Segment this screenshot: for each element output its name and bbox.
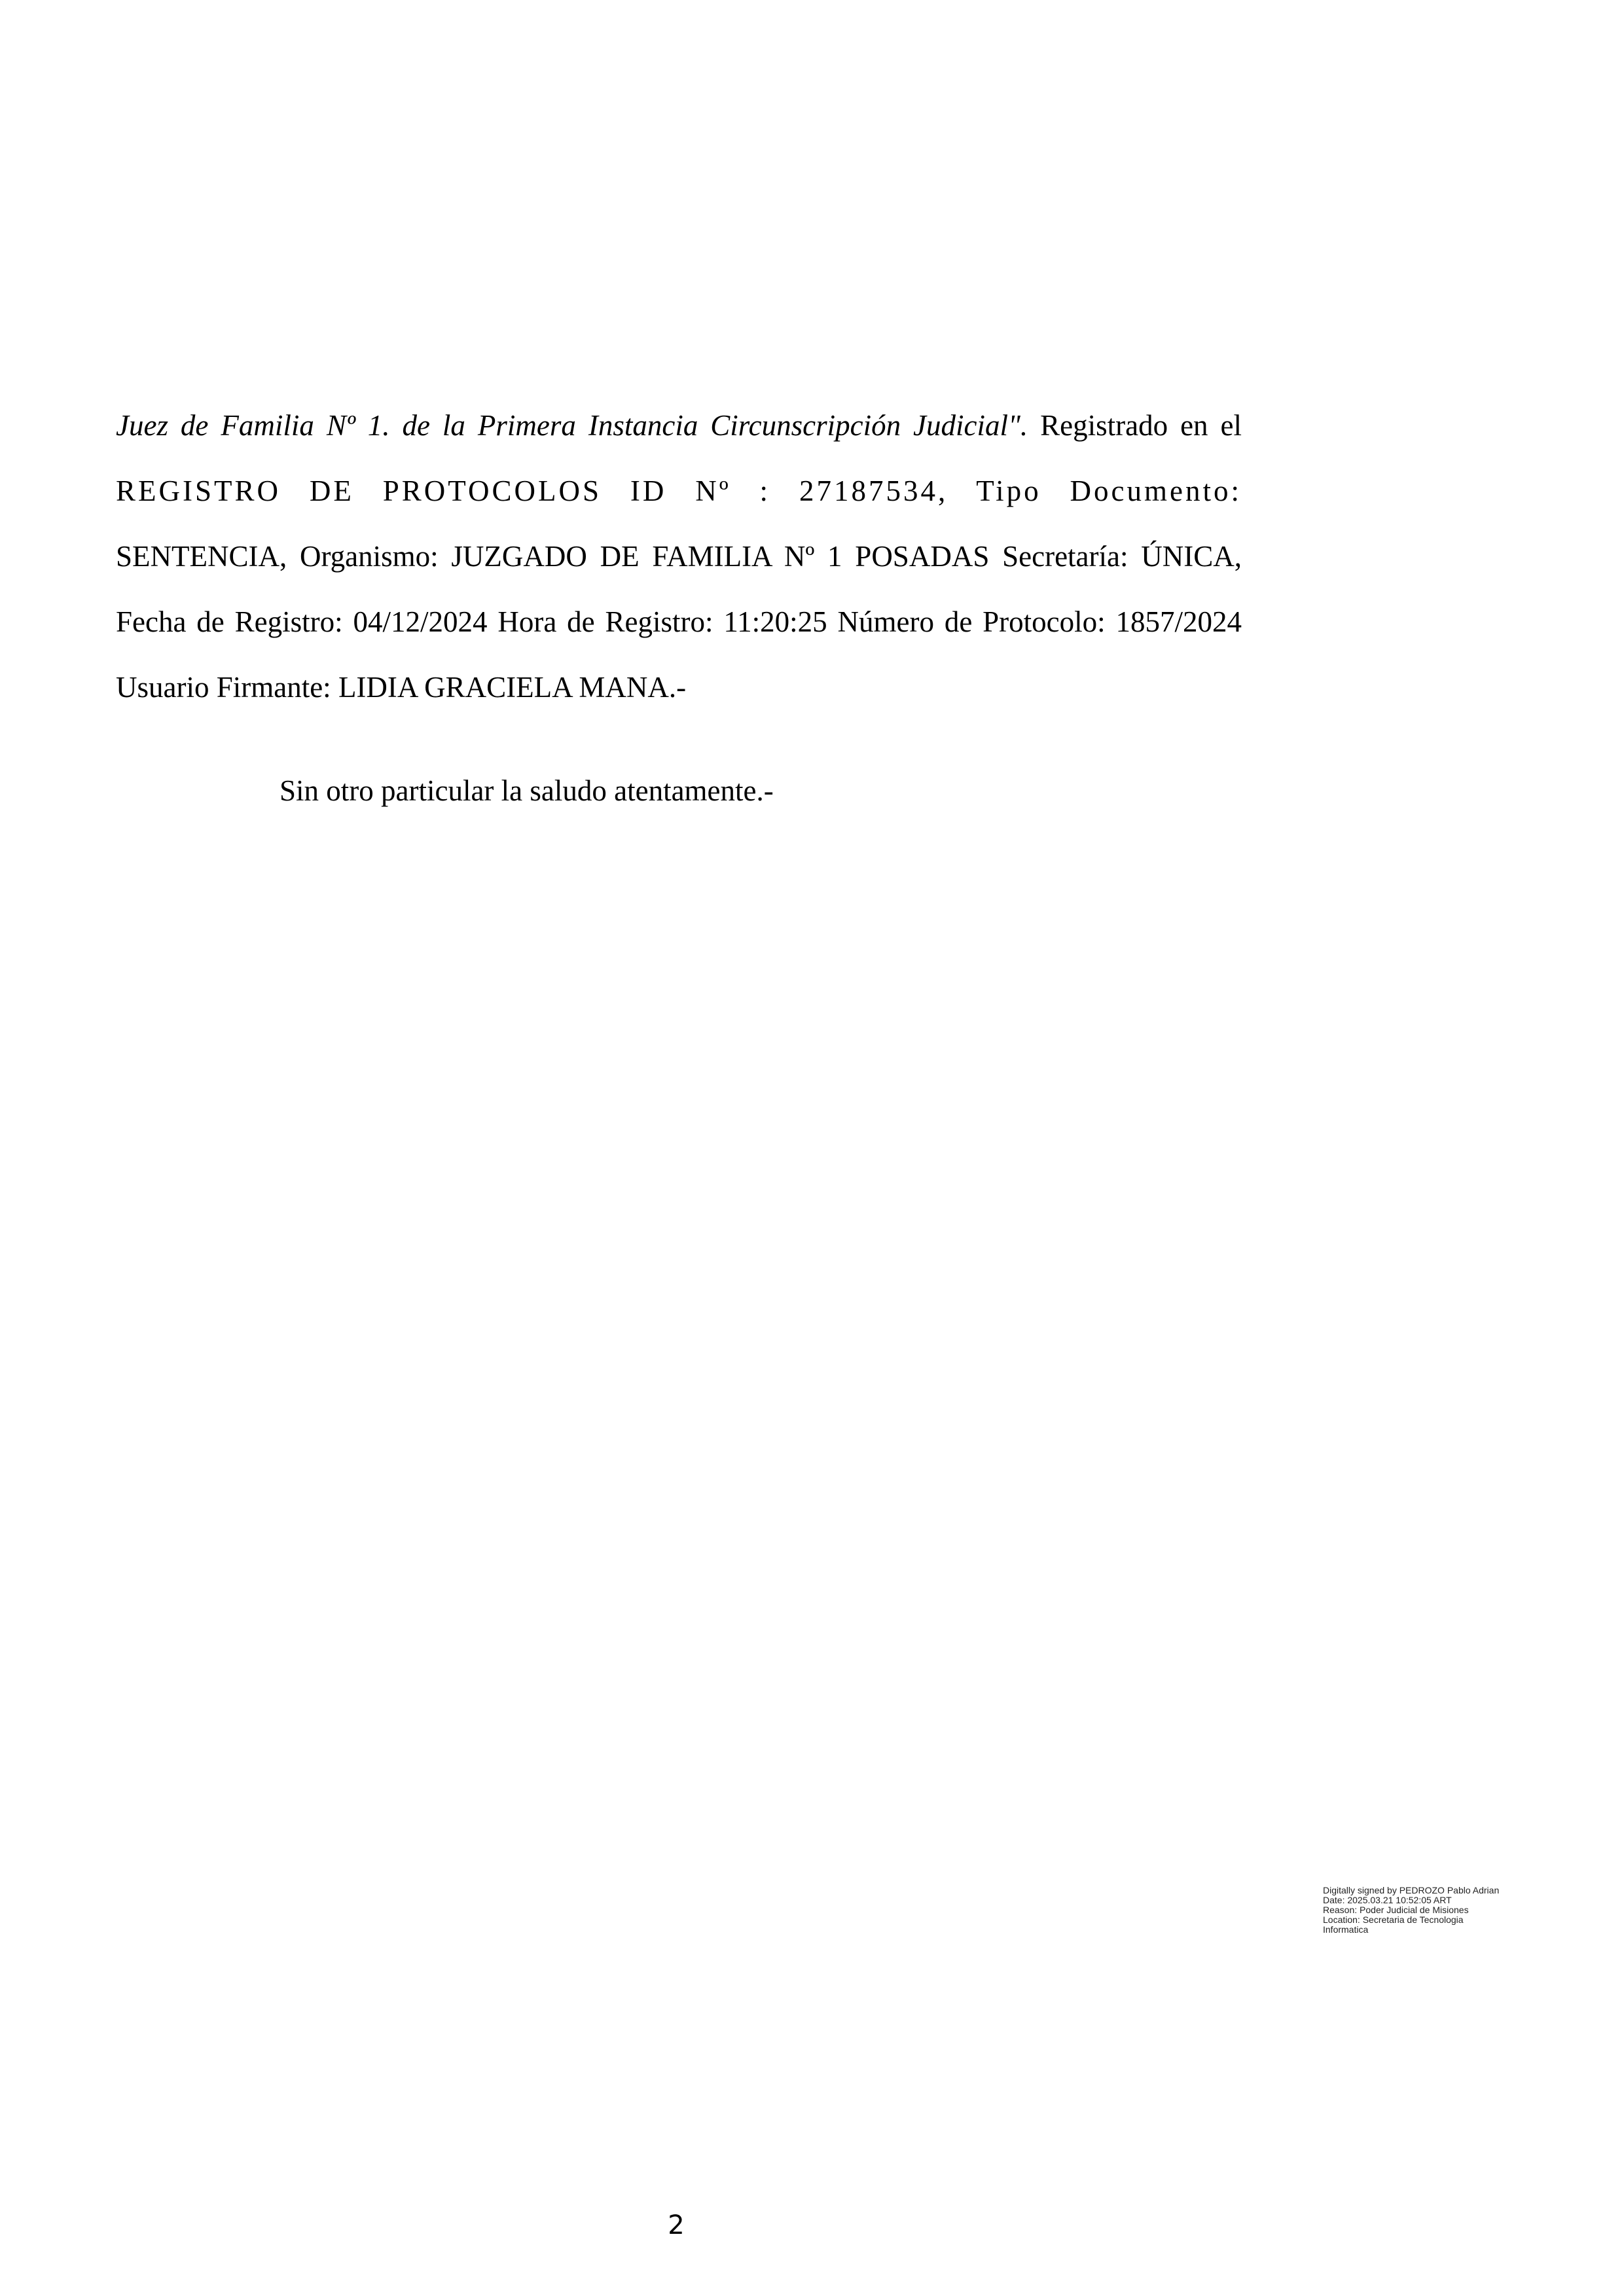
signature-date: Date: 2025.03.21 10:52:05 ART	[1323, 1895, 1452, 1905]
signature-location-cont: Informatica	[1323, 1924, 1369, 1935]
signature-location: Location: Secretaria de Tecnologia	[1323, 1914, 1464, 1925]
registry-id-text: REGISTRO DE PROTOCOLOS ID Nº : 27187534, Tipo Documento:	[116, 475, 1242, 507]
digital-signature-block	[1323, 1886, 1559, 1935]
paragraph-text-1: Registrado en el	[1028, 409, 1242, 442]
signature-signed-by: Digitally signed by PEDROZO Pablo Adrian	[1323, 1885, 1500, 1895]
paragraph-text-2: SENTENCIA, Organismo: JUZGADO DE FAMILIA Nº 1 POSADAS Secretaría: ÚNICA, Fecha de Registro: 04/12/2024 Hora de Registro: 11:20:25 Número de Protocolo: 1857/2024 Usuario Firmante: LIDIA GRACIELA MANA.-	[116, 540, 1242, 704]
body-paragraph	[116, 393, 1242, 720]
signature-reason: Reason: Poder Judicial de Misiones	[1323, 1905, 1469, 1915]
page-number: 2	[668, 2210, 685, 2240]
italic-lead-text: Juez de Familia Nº 1. de la Primera Instancia Circunscripción Judicial".	[116, 409, 1028, 442]
closing-line: Sin otro particular la saludo atentamente.-	[280, 774, 774, 807]
